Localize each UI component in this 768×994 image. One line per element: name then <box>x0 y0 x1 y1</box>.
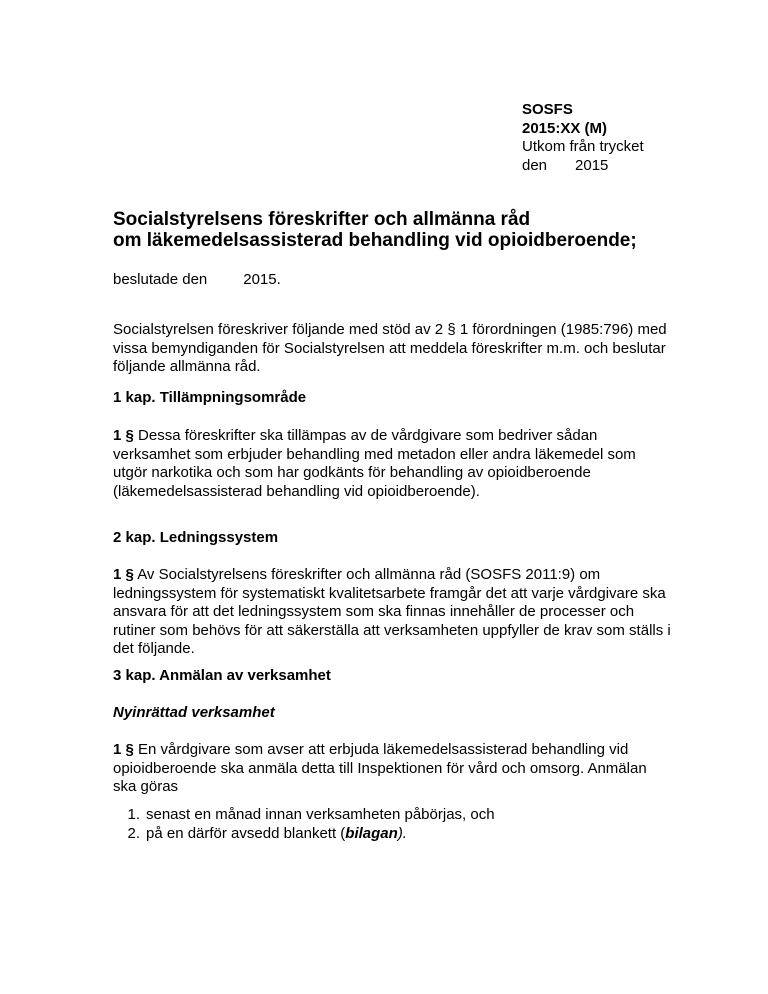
published-date <box>522 157 722 176</box>
paragraph-mark: 1 § <box>113 741 134 758</box>
intro-paragraph: Socialstyrelsen föreskriver följande med stöd av 2 § 1 förordningen (1985:796) med vissa bemyndiganden för Socialstyrelsen att meddela föreskrifter m.m. och beslutar följande allmänna råd. <box>113 321 667 375</box>
page-title <box>113 209 713 251</box>
decision-year: 2015. <box>243 271 281 288</box>
chapter-2-heading: 2 kap. Ledningssystem <box>113 529 279 546</box>
decision-label: beslutade den <box>113 271 208 288</box>
list-text <box>146 825 407 844</box>
chapter-2-paragraph <box>113 566 673 659</box>
paragraph-mark: 1 § <box>113 427 134 444</box>
chapter-1-paragraph <box>113 427 673 501</box>
list-number: 2. <box>127 824 140 842</box>
appendix-reference: bilagan <box>345 824 398 842</box>
title-line-1: Socialstyrelsens föreskrifter och allmänna råd <box>113 209 531 230</box>
series-name: SOSFS <box>522 101 573 118</box>
published-den: den <box>522 156 548 174</box>
list-text: senast en månad innan verksamheten påbörjas, och <box>146 806 495 823</box>
document-identifier <box>522 101 722 175</box>
list-item <box>113 825 673 844</box>
paragraph-text: En vårdgivare som avser att erbjuda läkemedelsassisterad behandling vid opioidberoende ska anmäla detta till Inspektionen för vård och omsorg. Anmälan ska göras <box>113 741 647 795</box>
chapter-3-subheading: Nyinrättad verksamhet <box>113 704 275 721</box>
list-text-end: ). <box>397 824 407 842</box>
paragraph-text: Av Socialstyrelsens föreskrifter och allmänna råd (SOSFS 2011:9) om ledningssystem för systematiskt kvalitetsarbete framgår det att varje vårdgivare ska ansvara för att det ledningssystem som ska finnas innehåller de processer och rutiner som behövs för att säkerställa att verksamheten uppfyller de krav som ställs i det följande. <box>113 566 671 657</box>
published-label: Utkom från trycket <box>522 138 644 155</box>
chapter-3-paragraph <box>113 741 673 797</box>
numbered-list <box>113 806 673 843</box>
chapter-3-heading: 3 kap. Anmälan av verksamhet <box>113 667 331 684</box>
list-text-main: på en därför avsedd blankett ( <box>146 824 346 842</box>
list-item <box>113 806 673 825</box>
decision-date <box>113 271 281 290</box>
paragraph-mark: 1 § <box>113 566 134 583</box>
title-line-2: om läkemedelsassisterad behandling vid opioidberoende; <box>113 230 637 251</box>
paragraph-text: Dessa föreskrifter ska tillämpas av de vårdgivare som bedriver sådan verksamhet som erbjuder behandling med metadon eller andra läkemedel som utgör narkotika och som har godkänts för behandling av opioidberoende (läkemedelsassisterad behandling vid opioidberoende). <box>113 427 636 500</box>
series-number: 2015:XX (M) <box>522 119 608 137</box>
chapter-1-heading: 1 kap. Tillämpningsområde <box>113 389 307 406</box>
published-year: 2015 <box>575 156 609 174</box>
list-number: 1. <box>127 806 140 823</box>
